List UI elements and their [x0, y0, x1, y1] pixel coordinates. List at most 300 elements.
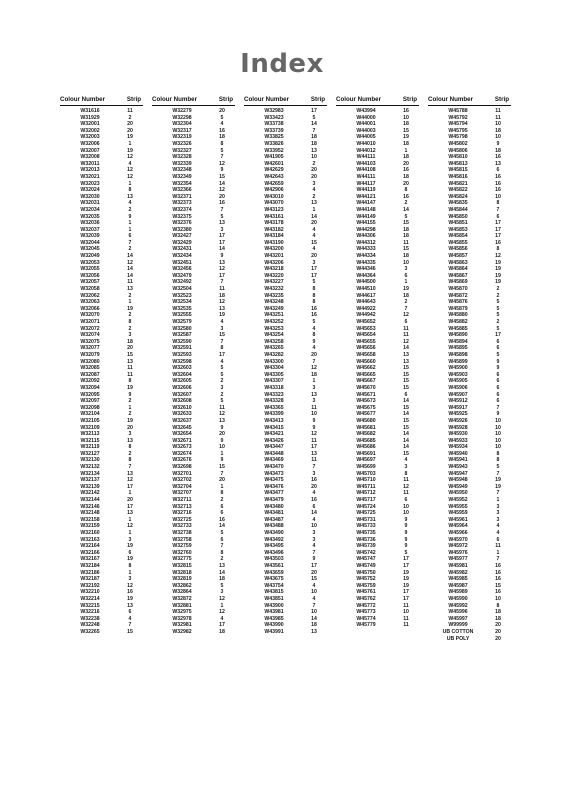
colour-number: W45653	[356, 325, 376, 332]
colour-number: W43251	[264, 312, 284, 319]
table-row	[336, 279, 419, 286]
colour-number: W43851	[264, 595, 284, 602]
strip-number: 16	[311, 477, 317, 484]
table-row	[336, 293, 419, 300]
colour-number: W43480	[264, 503, 284, 510]
strip-number: 4	[312, 543, 316, 550]
colour-number: W45821	[448, 180, 468, 187]
colour-number: W45824	[448, 193, 468, 200]
table-row	[428, 570, 511, 577]
table-row	[60, 148, 143, 155]
colour-number: W44119	[356, 187, 376, 194]
colour-number-header: Colour Number	[60, 96, 106, 103]
strip-number: 12	[403, 338, 409, 345]
colour-number: W43659	[264, 569, 284, 576]
strip-number: 2	[128, 312, 132, 319]
strip-number: 2	[404, 299, 408, 306]
table-row	[152, 570, 235, 577]
table-row	[152, 359, 235, 366]
colour-number: W32982	[172, 628, 192, 635]
colour-number: W45880	[448, 312, 468, 319]
strip-number: 4	[404, 457, 408, 464]
colour-number: W45977	[448, 556, 468, 563]
strip-number: 1	[404, 279, 408, 286]
table-row	[336, 392, 419, 399]
colour-number: W32075	[80, 338, 100, 345]
colour-number: W32142	[80, 490, 100, 497]
table-row	[428, 609, 511, 616]
strip-number: 13	[127, 193, 133, 200]
strip-number: 13	[311, 200, 317, 207]
table-row	[152, 411, 235, 418]
strip-number: 4	[220, 358, 224, 365]
colour-number: W45972	[448, 543, 468, 550]
colour-number: W45987	[448, 582, 468, 589]
strip-number: 15	[219, 173, 225, 180]
colour-number: W44155	[356, 220, 376, 227]
table-row	[336, 510, 419, 517]
strip-number: 4	[220, 615, 224, 622]
table-row	[336, 372, 419, 379]
table-row	[336, 563, 419, 570]
table-row	[60, 339, 143, 346]
strip-number: 1	[128, 516, 132, 523]
strip-number: 1	[404, 147, 408, 154]
colour-number: W45850	[448, 213, 468, 220]
table-row	[428, 306, 511, 313]
table-row	[244, 504, 327, 511]
table-row	[428, 589, 511, 596]
colour-number: W43503	[264, 556, 284, 563]
strip-number: 8	[312, 299, 316, 306]
strip-number: 18	[403, 292, 409, 299]
strip-number: 10	[311, 411, 317, 418]
strip-header: Strip	[402, 96, 417, 103]
index-columns	[60, 96, 511, 642]
strip-number: 10	[495, 444, 501, 451]
strip-number: 8	[220, 140, 224, 147]
strip-number: 14	[403, 444, 409, 451]
table-row	[428, 622, 511, 629]
colour-number: W45950	[448, 490, 468, 497]
table-row	[244, 444, 327, 451]
strip-number: 1	[128, 220, 132, 227]
strip-number: 19	[127, 305, 133, 312]
table-row	[60, 174, 143, 181]
strip-number: 7	[404, 305, 408, 312]
table-row	[336, 425, 419, 432]
colour-number: W32003	[80, 134, 100, 141]
strip-number: 9	[404, 543, 408, 550]
strip-number: 3	[312, 259, 316, 266]
table-row	[336, 134, 419, 141]
strip-number: 3	[220, 226, 224, 233]
table-row	[428, 471, 511, 478]
table-row	[244, 299, 327, 306]
colour-number: W45656	[356, 345, 376, 352]
strip-number: 6	[496, 378, 500, 385]
colour-number: W33952	[264, 147, 284, 154]
colour-number: W44103	[356, 160, 376, 167]
table-row	[60, 134, 143, 141]
colour-number: W45851	[448, 220, 468, 227]
index-rows	[60, 108, 143, 636]
strip-number: 12	[127, 582, 133, 589]
table-row	[244, 345, 327, 352]
strip-number: 17	[311, 444, 317, 451]
strip-number: 13	[127, 602, 133, 609]
colour-number: W32167	[80, 556, 100, 563]
strip-number: 3	[496, 503, 500, 510]
strip-number: 15	[403, 404, 409, 411]
colour-number: W45985	[448, 576, 468, 583]
colour-number: W32380	[172, 226, 192, 233]
table-row	[152, 609, 235, 616]
table-row	[428, 214, 511, 221]
strip-number: 15	[311, 239, 317, 246]
colour-number: W43227	[264, 279, 284, 286]
colour-number: W45759	[356, 582, 376, 589]
strip-number: 15	[403, 450, 409, 457]
colour-number: W32186	[80, 569, 100, 576]
table-row	[428, 365, 511, 372]
table-row	[428, 405, 511, 412]
table-row	[60, 537, 143, 544]
table-row	[336, 418, 419, 425]
table-row	[428, 148, 511, 155]
strip-number: 5	[496, 351, 500, 358]
strip-number: 4	[312, 226, 316, 233]
table-row	[336, 266, 419, 273]
colour-number: W32085	[80, 365, 100, 372]
table-row	[428, 312, 511, 319]
table-row	[428, 530, 511, 537]
colour-number: W45682	[356, 431, 376, 438]
table-row	[244, 583, 327, 590]
table-row	[428, 504, 511, 511]
table-row	[428, 464, 511, 471]
table-row	[244, 128, 327, 135]
strip-number: 18	[311, 140, 317, 147]
strip-number: 20	[403, 180, 409, 187]
colour-number: W32210	[80, 589, 100, 596]
strip-header: Strip	[126, 96, 141, 103]
colour-number: W42906	[264, 187, 284, 194]
strip-number: 10	[495, 134, 501, 141]
strip-number: 11	[403, 239, 409, 246]
table-row	[428, 299, 511, 306]
table-row	[428, 319, 511, 326]
table-row	[428, 121, 511, 128]
colour-number: W32339	[172, 160, 192, 167]
table-row	[152, 425, 235, 432]
strip-number: 14	[403, 437, 409, 444]
colour-number: W32427	[172, 233, 192, 240]
colour-number: W44000	[356, 114, 376, 121]
strip-number: 8	[496, 457, 500, 464]
colour-number: W45869	[448, 279, 468, 286]
table-row	[428, 141, 511, 148]
colour-number: W32166	[80, 549, 100, 556]
strip-number: 3	[128, 332, 132, 339]
colour-number: W44012	[356, 147, 376, 154]
colour-number: W45857	[448, 253, 468, 260]
index-rows	[244, 108, 327, 636]
table-row	[336, 477, 419, 484]
table-row	[336, 227, 419, 234]
table-row	[244, 418, 327, 425]
table-row	[152, 154, 235, 161]
table-row	[60, 510, 143, 517]
table-row	[60, 233, 143, 240]
colour-number: W45798	[448, 134, 468, 141]
table-row	[152, 398, 235, 405]
colour-number: W43479	[264, 497, 284, 504]
table-row	[60, 543, 143, 550]
strip-number: 1	[496, 497, 500, 504]
strip-number: 12	[127, 154, 133, 161]
table-row	[244, 510, 327, 517]
colour-number: W32144	[80, 497, 100, 504]
strip-number: 13	[127, 358, 133, 365]
strip-number: 3	[220, 325, 224, 332]
table-row	[60, 141, 143, 148]
table-row	[152, 405, 235, 412]
strip-number: 5	[496, 299, 500, 306]
colour-number: W32013	[80, 167, 100, 174]
strip-number: 17	[403, 595, 409, 602]
strip-number: 17	[219, 233, 225, 240]
strip-number: 2	[312, 193, 316, 200]
column-header	[336, 96, 419, 106]
table-row	[152, 629, 235, 636]
colour-number: W44333	[356, 246, 376, 253]
strip-number: 3	[404, 464, 408, 471]
strip-number: 4	[220, 121, 224, 128]
table-row	[244, 438, 327, 445]
strip-number: 11	[403, 325, 409, 332]
colour-number: W32431	[172, 246, 192, 253]
colour-number: W45895	[448, 345, 468, 352]
strip-number: 12	[127, 173, 133, 180]
strip-number: 18	[219, 134, 225, 141]
strip-number: 9	[220, 437, 224, 444]
colour-number: W32080	[80, 358, 100, 365]
colour-number: W32184	[80, 562, 100, 569]
table-row	[336, 115, 419, 122]
colour-number: W32354	[172, 180, 192, 187]
table-row	[60, 589, 143, 596]
colour-number: W45905	[448, 378, 468, 385]
table-row	[244, 253, 327, 260]
colour-number: W32872	[172, 595, 192, 602]
table-row	[60, 570, 143, 577]
strip-number: 17	[403, 562, 409, 569]
strip-number: 20	[403, 160, 409, 167]
table-row	[428, 385, 511, 392]
colour-number: W43900	[264, 602, 284, 609]
colour-number: W45934	[448, 444, 468, 451]
strip-number: 15	[403, 220, 409, 227]
index-rows	[336, 108, 419, 629]
table-row	[336, 326, 419, 333]
strip-number: 17	[219, 351, 225, 358]
strip-number: 10	[403, 259, 409, 266]
colour-number: W45949	[448, 483, 468, 490]
colour-number: W32366	[172, 187, 192, 194]
strip-number: 8	[128, 319, 132, 325]
table-row	[428, 576, 511, 583]
colour-number: W43991	[264, 628, 284, 635]
table-row	[428, 457, 511, 464]
strip-number: 7	[128, 622, 132, 629]
table-row	[152, 438, 235, 445]
table-row	[244, 457, 327, 464]
table-row	[336, 306, 419, 313]
colour-number: W32035	[80, 213, 100, 220]
colour-number: W32674	[172, 450, 192, 457]
colour-number: W45876	[448, 299, 468, 306]
table-row	[244, 477, 327, 484]
colour-number: W32066	[80, 305, 100, 312]
table-row	[152, 352, 235, 359]
strip-number: 3	[128, 576, 132, 583]
colour-number: W44010	[356, 140, 376, 147]
strip-number: 18	[495, 127, 501, 134]
colour-number: W32304	[172, 121, 192, 128]
table-row	[244, 543, 327, 550]
strip-number: 16	[311, 312, 317, 319]
strip-number: 10	[311, 154, 317, 161]
table-row	[428, 392, 511, 399]
colour-number: W42659	[264, 180, 284, 187]
table-row	[428, 484, 511, 491]
table-row	[60, 425, 143, 432]
colour-number: W44298	[356, 226, 376, 233]
strip-number: 17	[219, 272, 225, 279]
table-row	[60, 438, 143, 445]
colour-number: W32479	[172, 272, 192, 279]
colour-number: W32030	[80, 193, 100, 200]
table-row	[152, 115, 235, 122]
table-row	[60, 385, 143, 392]
table-row	[336, 246, 419, 253]
colour-number: W32072	[80, 325, 100, 332]
colour-number-header: Colour Number	[336, 96, 382, 103]
colour-number: W43220	[264, 272, 284, 279]
colour-number: W45879	[448, 305, 468, 312]
strip-number: 19	[495, 259, 501, 266]
colour-number: W43178	[264, 220, 284, 227]
colour-number: W43421	[264, 431, 284, 438]
table-row	[244, 556, 327, 563]
strip-number: 16	[495, 562, 501, 569]
table-row	[60, 576, 143, 583]
table-row	[152, 471, 235, 478]
table-row	[60, 200, 143, 207]
strip-number: 20	[311, 173, 317, 180]
colour-number: W45810	[448, 154, 468, 161]
colour-number: W45685	[356, 437, 376, 444]
strip-number: 10	[495, 193, 501, 200]
colour-number: W45802	[448, 140, 468, 147]
strip-number: 14	[403, 431, 409, 438]
strip-number: 4	[312, 233, 316, 240]
colour-number: W32815	[172, 562, 192, 569]
strip-number: 12	[127, 259, 133, 266]
strip-number: 5	[312, 279, 316, 286]
strip-number: 10	[311, 609, 317, 616]
colour-number: W45835	[448, 200, 468, 207]
table-row	[60, 108, 143, 115]
table-row	[428, 174, 511, 181]
colour-number: W45675	[356, 404, 376, 411]
table-row	[152, 576, 235, 583]
strip-number: 12	[127, 167, 133, 174]
strip-number: 5	[312, 319, 316, 325]
table-row	[336, 596, 419, 603]
strip-number: 7	[128, 464, 132, 471]
strip-number: 16	[495, 239, 501, 246]
table-row	[152, 207, 235, 214]
colour-number: W45898	[448, 351, 468, 358]
colour-number: W32328	[172, 154, 192, 161]
table-row	[152, 451, 235, 458]
strip-number: 12	[127, 477, 133, 484]
table-row	[428, 398, 511, 405]
strip-number: 14	[219, 569, 225, 576]
strip-number: 9	[220, 457, 224, 464]
strip-number: 5	[220, 365, 224, 372]
colour-number: W32713	[172, 503, 192, 510]
colour-number: W45961	[448, 516, 468, 523]
strip-number: 13	[219, 259, 225, 266]
strip-number: 20	[219, 431, 225, 438]
strip-number: 19	[403, 134, 409, 141]
colour-number: W32590	[172, 338, 192, 345]
strip-number: 10	[495, 121, 501, 128]
strip-number: 10	[311, 589, 317, 596]
strip-header: Strip	[494, 96, 509, 103]
strip-number: 20	[495, 628, 501, 635]
table-row	[244, 622, 327, 629]
table-row	[244, 352, 327, 359]
colour-number: W44942	[356, 312, 376, 319]
strip-number: 2	[128, 114, 132, 121]
colour-number: W45815	[448, 167, 468, 174]
strip-number: 4	[312, 345, 316, 352]
colour-number: W32216	[80, 609, 100, 616]
table-row	[336, 471, 419, 478]
strip-number: 8	[312, 292, 316, 299]
table-row	[60, 616, 143, 623]
colour-number: W32002	[80, 127, 100, 134]
colour-number: W32045	[80, 246, 100, 253]
colour-number: W44147	[356, 200, 376, 207]
colour-number: W32598	[172, 358, 192, 365]
colour-number: W44108	[356, 167, 376, 174]
colour-number: W45772	[356, 602, 376, 609]
colour-number: W43300	[264, 358, 284, 365]
colour-number: W32115	[80, 437, 100, 444]
colour-number: W32134	[80, 470, 100, 477]
table-row	[336, 609, 419, 616]
strip-number: 3	[220, 589, 224, 596]
colour-number: W45856	[448, 246, 468, 253]
table-row	[336, 576, 419, 583]
table-row	[336, 490, 419, 497]
table-row	[428, 556, 511, 563]
